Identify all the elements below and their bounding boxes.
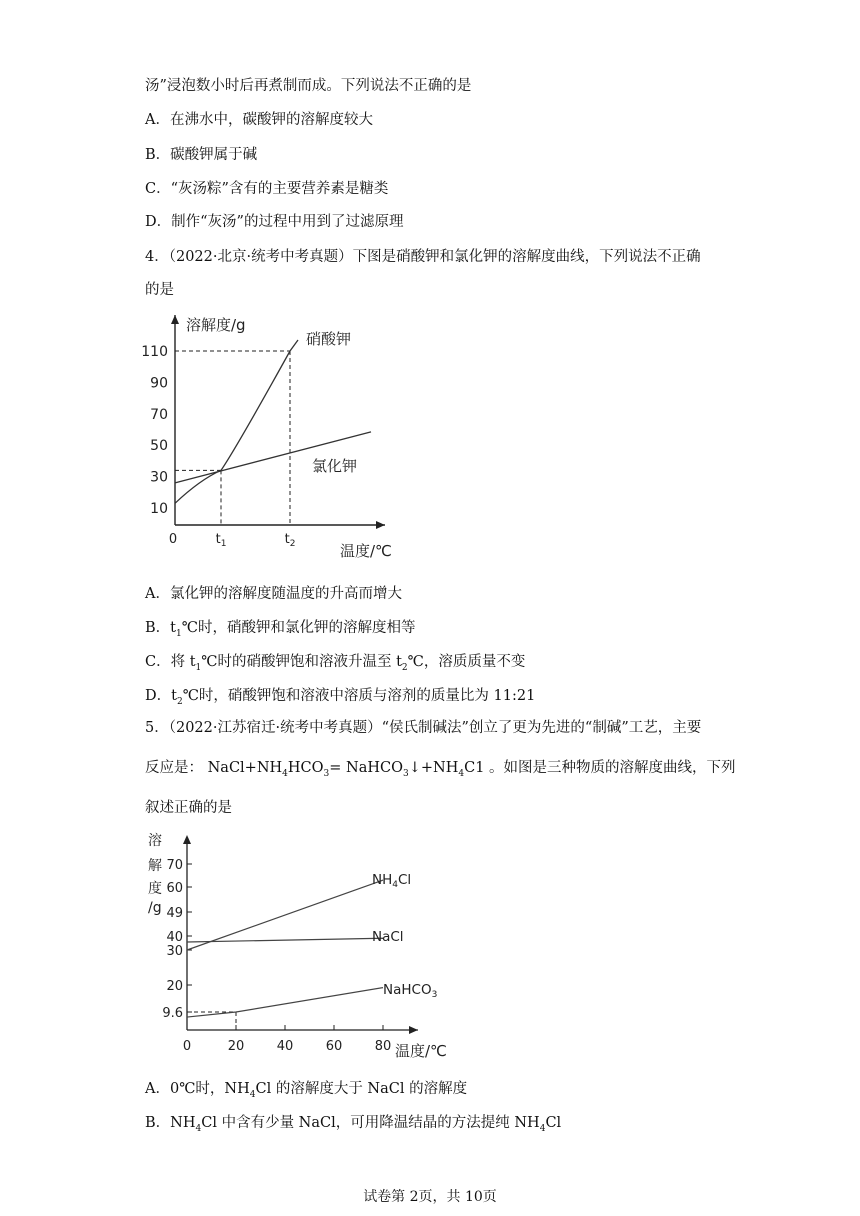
- chart2-x-tick-label: 80: [374, 1039, 392, 1054]
- q5-stem-line1: 5．（2022·江苏宿迁·统考中考真题）“侯氏制碱法”创立了更为先进的“制碱”工艺，主要: [145, 720, 702, 736]
- chart1-x-tick-label: 0: [168, 532, 178, 547]
- chart2-y-tick-label: 40: [166, 930, 183, 945]
- q5-option-a: [145, 1077, 467, 1100]
- q3-option-b: B．碳酸钾属于碱: [145, 147, 258, 163]
- chart2-x-tick-label: 0: [182, 1039, 192, 1054]
- chart2-series-line: [187, 880, 383, 950]
- chart1-series-kno3-line: [175, 340, 298, 503]
- q5-b-sub: 4: [195, 1123, 202, 1134]
- chart1-x-tick-label: $t_1$: [215, 532, 227, 549]
- chart1-x-arrow: [376, 521, 385, 529]
- q5-eq-post: C1 。如图是三种物质的溶解度曲线，下列: [464, 760, 736, 776]
- q4-c-sub1: 1: [195, 662, 202, 673]
- chart1-plot: [141, 315, 392, 560]
- chart2-x-tick-label: 60: [325, 1039, 343, 1054]
- q5-a-pre: A．0℃时，NH: [145, 1081, 250, 1097]
- q5-eq-s4: 4: [458, 768, 465, 779]
- q5-b-post: Cl: [545, 1115, 562, 1131]
- chart1-y-label: 溶解度/g: [186, 316, 246, 334]
- q4-option-c: [145, 650, 525, 673]
- q4-b-post: ℃时，硝酸钾和氯化钾的溶解度相等: [181, 620, 416, 636]
- q5-eq-s2: 3: [323, 768, 330, 779]
- q4-d-post: ℃时，硝酸钾饱和溶液中溶质与溶剂的质量比为 11:21: [182, 688, 536, 704]
- chart2-y-tick-label: 30: [166, 944, 183, 959]
- q5-b-sub2: 4: [539, 1123, 546, 1134]
- q4-option-d: [145, 684, 535, 707]
- q5-eq-m2: = NaHCO: [329, 760, 403, 776]
- chart1-y-tick-label: 50: [150, 438, 168, 455]
- q4-option-b: [145, 616, 415, 639]
- q4-c-post: ℃，溶质质量不变: [407, 654, 526, 670]
- chart2-y-tick-label: 60: [166, 881, 183, 896]
- chart2-series-label-suffix: Cl: [397, 872, 412, 888]
- chart2-y-arrow: [183, 835, 191, 844]
- chart2-plot: [148, 832, 447, 1060]
- chart2-series-label: $NH_4Cl$: [372, 872, 412, 890]
- chart2-y-label-char: 解: [148, 858, 162, 874]
- chart2-y-tick-label: 9.6: [162, 1006, 183, 1021]
- chart2-series-label-sub: 4: [392, 880, 398, 890]
- chart1-y-tick-label: 30: [150, 469, 168, 486]
- chart1-x-tick-sub: 1: [220, 539, 227, 549]
- q4-d-sub: 2: [176, 696, 183, 707]
- chart1-series-kno3-label: 硝酸钾: [306, 330, 352, 348]
- q5-b-mid: Cl 中含有少量 NaCl，可用降温结晶的方法提纯 NH: [201, 1115, 540, 1131]
- q4-c-sub2: 2: [401, 662, 408, 673]
- q4-stem-line1: 4．（2022·北京·统考中考真题）下图是硝酸钾和氯化钾的溶解度曲线，下列说法不正确: [145, 249, 701, 265]
- chart2-x-label: 温度/℃: [395, 1042, 447, 1060]
- chart2-y-tick-label: 20: [166, 979, 183, 994]
- chart2-y-label-char: /g: [148, 900, 162, 916]
- q4-d-pre: D．t: [145, 688, 177, 704]
- chart2-y-tick-label: 49: [166, 906, 183, 921]
- q4-stem-line2: 的是: [145, 282, 174, 298]
- q5-eq-s3: 3: [402, 768, 409, 779]
- q5-option-b: [145, 1111, 561, 1134]
- q5-eq-m1: HCO: [287, 760, 324, 776]
- chart2-x-arrow: [409, 1026, 418, 1034]
- chart1-series-kcl-label: 氯化钾: [312, 457, 358, 475]
- chart2-y-label-char: 溶: [148, 833, 162, 849]
- chart1-y-tick-label: 90: [150, 375, 168, 392]
- chart2-y-tick-label: 70: [166, 858, 183, 873]
- q4-b-pre: B．t: [145, 620, 176, 636]
- chart1-y-tick-label: 70: [150, 406, 168, 423]
- q3-option-a: A．在沸水中，碳酸钾的溶解度较大: [145, 112, 373, 128]
- chart1-y-tick-label: 110: [141, 344, 168, 360]
- q5-a-sub: 4: [249, 1089, 256, 1100]
- chart2-y-label-char: 度: [148, 881, 162, 897]
- q5-eq-m3: ↓+NH: [408, 760, 459, 776]
- chart1-y-tick-label: 10: [150, 501, 168, 517]
- q4-c-pre: C．将 t: [145, 654, 196, 670]
- solubility-chart-nh4cl-nacl-nahco3: [0, 825, 860, 1065]
- chart2-series-line: [187, 988, 383, 1017]
- q4-option-a: A．氯化钾的溶解度随温度的升高而增大: [145, 586, 402, 602]
- q5-stem-line3: 叙述正确的是: [145, 800, 232, 816]
- intro-line: 汤”浸泡数小时后再煮制而成。下列说法不正确的是: [145, 78, 472, 94]
- chart1-x-label: 温度/℃: [340, 542, 392, 560]
- q5-a-post: Cl 的溶解度大于 NaCl 的溶解度: [255, 1081, 468, 1097]
- chart2-series-label: NaHCO$_3$: [383, 982, 438, 1000]
- q5-b-pre: B．NH: [145, 1115, 196, 1131]
- chart2-series-label: NaCl: [372, 929, 404, 945]
- q5-eq-s1: 4: [282, 768, 288, 779]
- chart2-x-tick-label: 40: [276, 1039, 294, 1054]
- chart2-series-label-sub: 3: [431, 990, 438, 1000]
- solubility-chart-kno3-kcl: [0, 305, 860, 565]
- chart2-x-tick-label: 20: [227, 1039, 245, 1054]
- page-footer: 试卷第 2页，共 10页: [363, 1189, 497, 1205]
- q3-option-c: C．“灰汤粽”含有的主要营养素是糖类: [145, 181, 389, 197]
- q3-option-d: D．制作“灰汤”的过程中用到了过滤原理: [145, 214, 404, 230]
- q5-eq-pre: 反应是： NaCl+NH: [145, 760, 283, 776]
- chart1-x-tick-sub: 2: [289, 539, 296, 549]
- chart1-x-tick-label: $t_2$: [284, 532, 296, 549]
- q4-b-sub: 1: [175, 628, 182, 639]
- q5-stem-line2: [145, 756, 736, 779]
- q4-c-mid: ℃时的硝酸钾饱和溶液升温至 t: [201, 654, 402, 670]
- chart1-y-arrow: [171, 315, 179, 324]
